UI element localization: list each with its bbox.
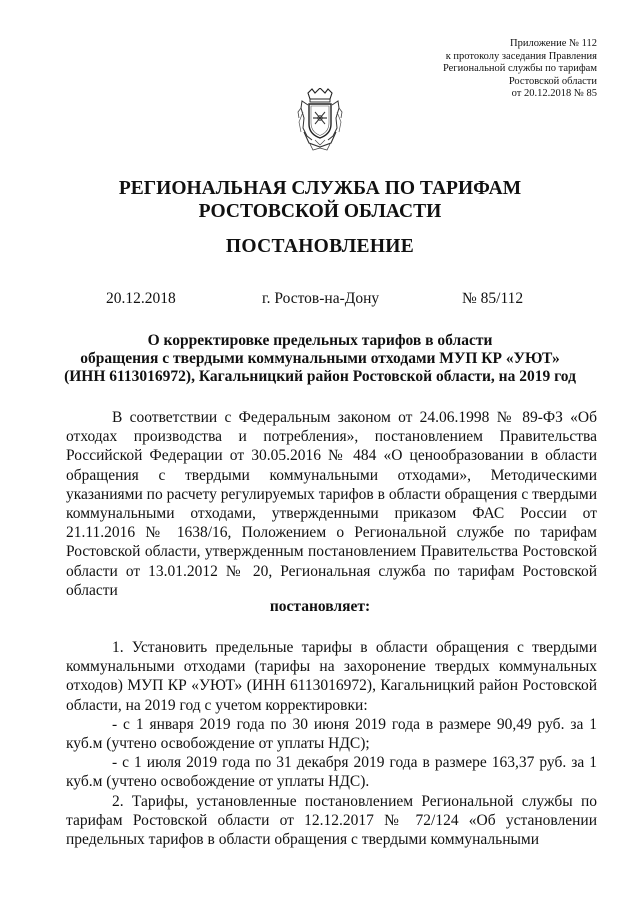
- appendix-line: Ростовской области: [508, 75, 597, 87]
- tariff-period-2: - с 1 июля 2019 года по 31 декабря 2019 года в размере 163,37 руб. за 1 куб.м (учтено освобождение от уплаты НДС).: [66, 754, 597, 791]
- document-subject: [48, 332, 592, 385]
- subject-line: О корректировке предельных тарифов в области: [147, 332, 493, 349]
- resolution-item-2: 2. Тарифы, установленные постановлением Региональной службы по тарифам Ростовской области от 12.12.2017 № 72/124 «Об установлении предельных тарифов в области обращения с твердыми коммунальными: [66, 792, 597, 849]
- resolution-item-1: 1. Установить предельные тарифы в области обращения с твердыми коммунальными отходами (тарифы на захоронение твердых коммунальных отходов) МУП КР «УЮТ» (ИНН 6113016972), Кагальницкий район Ростовской области, на 2019 год с учетом корректировки:: [66, 639, 597, 714]
- appendix-line: к протоколу заседания Правления: [445, 50, 597, 62]
- preamble-paragraph: В соответствии с Федеральным законом от 24.06.1998 № 89-ФЗ «Об отходах производства и потребления», постановлением Правительства Российской Федерации от 30.05.2016 № 484 «О ценообразовании в области обращения с твердыми коммунальными отходами», Методическими указаниями по расчету регулируемых тарифов в области обращения с твердыми коммунальными отходами, утвержденными приказом ФАС России от 21.11.2016 № 1638/16, Положением о Региональной службе по тарифам Ростовской области, утвержденным постановлением Правительства Ростовской области от 13.01.2012 № 20, Региональная служба по тарифам Ростовской области: [66, 409, 597, 599]
- appendix-line: Приложение № 112: [510, 38, 597, 49]
- organization-title-line: РЕГИОНАЛЬНАЯ СЛУЖБА ПО ТАРИФАМ: [118, 178, 522, 199]
- decree-word: постановляет:: [269, 598, 371, 615]
- organization-title-line: РОСТОВСКОЙ ОБЛАСТИ: [198, 201, 442, 222]
- appendix-line: Региональной службы по тарифам: [442, 63, 597, 75]
- tariff-period-1: - с 1 января 2019 года по 30 июня 2019 года в размере 90,49 руб. за 1 куб.м (учтено освобождение от уплаты НДС);: [66, 715, 597, 753]
- preamble: [66, 408, 597, 600]
- document-date: 20.12.2018: [106, 290, 176, 307]
- resolution-items: [66, 638, 597, 849]
- coat-of-arms-icon: [295, 88, 345, 151]
- document-type-heading: ПОСТАНОВЛЕНИЕ: [225, 236, 415, 257]
- document-city: г. Ростов-на-Дону: [262, 290, 380, 307]
- organization-title: [0, 177, 640, 223]
- appendix-line: от 20.12.2018 № 85: [511, 88, 597, 100]
- document-number: № 85/112: [462, 290, 524, 307]
- subject-line: обращения с твердыми коммунальными отходами МУП КР «УЮТ»: [80, 349, 560, 367]
- appendix-note: [337, 38, 597, 101]
- subject-line: (ИНН 6113016972), Кагальницкий район Ростовской области, на 2019 год: [64, 367, 576, 385]
